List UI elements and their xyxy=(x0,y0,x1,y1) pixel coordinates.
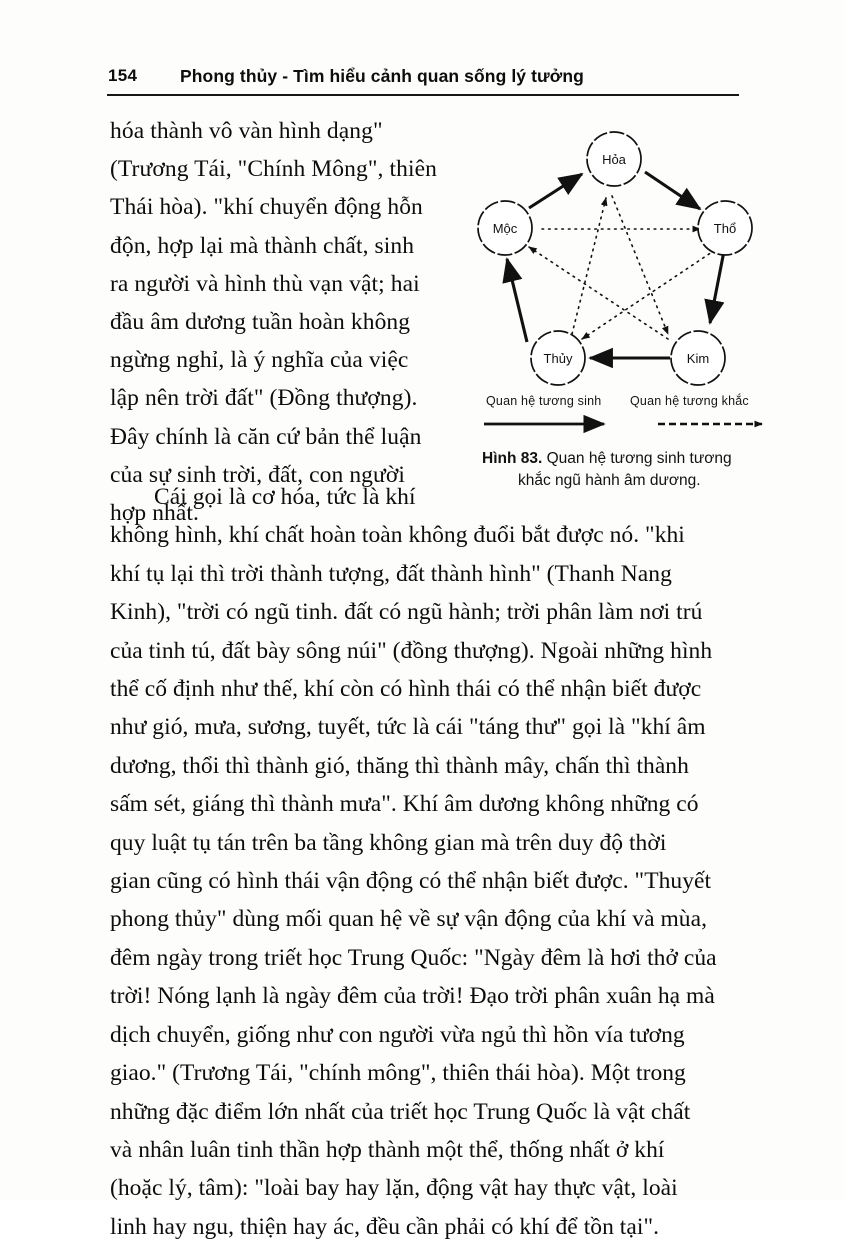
text-line: và nhân luân tinh thần hợp thành một thể, thống nhất ở khí xyxy=(110,1136,665,1163)
text-line: thể cố định như thế, khí còn có hình thái có thể nhận biết được xyxy=(110,676,702,703)
text-line: độn, hợp lại mà thành chất, sinh xyxy=(110,232,415,259)
figure-caption-line-2: khắc ngũ hành âm dương. xyxy=(518,472,701,489)
text-line: ngừng nghỉ, là ý nghĩa của việc xyxy=(110,347,409,374)
text-line: phong thủy" dùng mối quan hệ về sự vận động của khí và mùa, xyxy=(110,906,708,933)
text-line: dịch chuyển, giống như con người vừa ngủ thì hồn vía tương xyxy=(110,1021,685,1048)
text-line: sấm sét, giáng thì thành mưa". Khí âm dương không những có xyxy=(110,791,699,818)
node-tho-label: Thổ xyxy=(713,221,737,236)
text-line: hợp nhất. xyxy=(110,500,200,527)
text-line: của tinh tú, đất bày sông núi" (đồng thượng). Ngoài những hình xyxy=(110,637,713,664)
legend-arrows xyxy=(480,412,772,434)
text-line: như gió, mưa, sương, tuyết, tức là cái "táng thư" gọi là "khí âm xyxy=(110,714,706,741)
body-text xyxy=(110,478,750,1246)
text-line: ra người và hình thù vạn vật; hai xyxy=(110,270,420,297)
node-hoa xyxy=(587,132,641,186)
edge-moc-hoa xyxy=(529,174,582,208)
node-kim-label: Kim xyxy=(686,351,710,366)
text-line: hóa thành vô vàn hình dạng" xyxy=(110,118,383,144)
text-line: Đây chính là căn cứ bản thể luận xyxy=(110,423,422,450)
text-line: đêm ngày trong triết học Trung Quốc: "Ngày đêm là hơi thở của xyxy=(110,944,717,971)
left-column-text xyxy=(110,112,462,532)
header-rule xyxy=(107,94,739,96)
node-moc xyxy=(478,201,532,255)
text-line: lập nên trời đất" (Đồng thượng). xyxy=(110,385,418,412)
edge-hoa-tho xyxy=(645,172,700,209)
text-line: trời! Nóng lạnh là ngày đêm của trời! Đạo trời phân xuân hạ mà xyxy=(110,983,715,1010)
running-title: Phong thủy - Tìm hiểu cảnh quan sống lý tưởng xyxy=(180,66,584,86)
edge-kim-moc xyxy=(529,247,668,339)
figure-legend xyxy=(480,394,772,446)
text-line: linh hay ngu, thiện hay ác, đều cần phải có khí để tồn tại". xyxy=(110,1213,660,1240)
node-kim xyxy=(671,331,725,385)
text-line: của sự sinh trời, đất, con người xyxy=(110,461,406,488)
edge-thuy-hoa xyxy=(572,198,606,334)
node-hoa-label: Hỏa xyxy=(602,152,626,167)
text-line: giao." (Trương Tái, "chính mông", thiên thái hòa). Một trong xyxy=(110,1060,686,1087)
figure-caption-line-1: Quan hệ tương sinh tương xyxy=(546,450,732,467)
node-thuy-label: Thủy xyxy=(543,351,573,366)
node-tho xyxy=(698,201,752,255)
edge-thuy-moc xyxy=(507,259,527,342)
legend-generating-label: Quan hệ tương sinh xyxy=(486,394,602,408)
text-line: đầu âm dương tuần hoàn không xyxy=(110,309,411,336)
text-line: gian cũng có hình thái vận động có thể nhận biết được. "Thuyết xyxy=(110,868,712,895)
edge-tho-kim xyxy=(710,251,724,323)
node-moc-label: Mộc xyxy=(492,221,518,236)
figure-caption-number: Hình 83. xyxy=(482,450,543,467)
five-elements-diagram xyxy=(472,126,762,391)
page-number: 154 xyxy=(108,66,138,85)
page-header xyxy=(108,66,738,100)
text-line: quy luật tụ tán trên ba tầng không gian mà trên duy độ thời xyxy=(110,829,667,856)
text-line: Kinh), "trời có ngũ tinh. đất có ngũ hành; trời phân làm nơi trú xyxy=(110,599,703,626)
text-line: khí tụ lại thì trời thành tượng, đất thành hình" (Thanh Nang xyxy=(110,560,672,587)
node-thuy xyxy=(531,331,585,385)
element-nodes xyxy=(478,132,752,385)
text-line: (Trương Tái, "Chính Mông", thiên xyxy=(110,156,437,183)
text-line: không hình, khí chất hoàn toàn không đuổi bắt được nó. "khi xyxy=(110,522,685,549)
text-line: dương, thổi thì thành gió, thăng thì thành mây, chấn thì thành xyxy=(110,752,689,779)
text-line: những đặc điểm lớn nhất của triết học Trung Quốc là vật chất xyxy=(110,1098,691,1125)
text-line: (hoặc lý, tâm): "loài bay hay lặn, động vật hay thực vật, loài xyxy=(110,1175,678,1202)
text-line: Cái gọi là cơ hóa, tức là khí xyxy=(154,484,416,510)
overcoming-cycle-edges xyxy=(529,196,715,339)
figure-83 xyxy=(472,126,772,489)
text-line: Thái hòa). "khí chuyển động hỗn xyxy=(110,194,423,221)
legend-overcoming-label: Quan hệ tương khắc xyxy=(630,394,749,408)
